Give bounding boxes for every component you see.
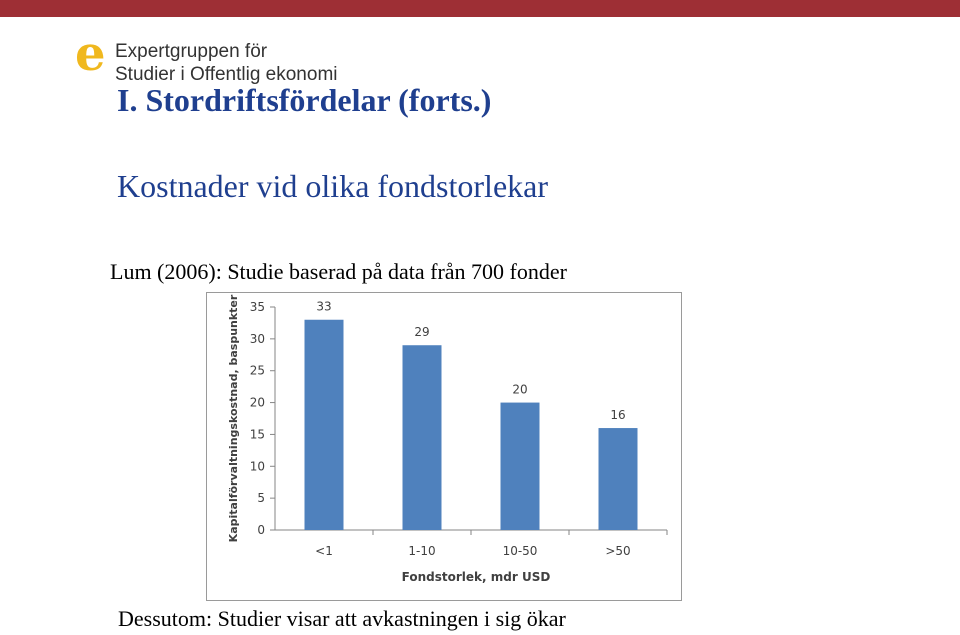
data-label: 29 (414, 325, 430, 340)
bar (599, 428, 638, 530)
slide-title: I. Stordriftsfördelar (forts.) (117, 82, 492, 118)
y-tick-label: 20 (249, 395, 265, 410)
y-tick-label: 15 (249, 427, 265, 442)
logo-text (115, 40, 338, 86)
slide-footer-text: Dessutom: Studier visar att avkastningen i sig ökar (118, 606, 566, 631)
x-axis-title: Fondstorlek, mdr USD (401, 570, 551, 584)
chart-caption: Lum (2006): Studie baserad på data från 700 fonder (110, 259, 567, 284)
top-banner (0, 0, 960, 17)
x-tick-label: 10-50 (502, 544, 538, 558)
bar (305, 320, 344, 530)
y-tick-label: 35 (249, 300, 265, 314)
x-tick-label: >50 (605, 544, 631, 558)
bar-chart (207, 293, 683, 602)
y-axis-title: Kapitalförvaltningskostnad, baspunkter (227, 294, 240, 543)
logo-mark: e (75, 26, 106, 82)
x-tick-label: 1-10 (408, 544, 436, 558)
chart-area (206, 292, 682, 601)
bar (501, 403, 540, 530)
y-tick-label: 10 (249, 459, 265, 474)
data-label: 16 (610, 408, 626, 423)
slide-subtitle: Kostnader vid olika fondstorlekar (117, 168, 548, 204)
y-tick-label: 0 (257, 523, 265, 537)
data-label: 33 (316, 299, 332, 314)
logo-line-2: Studier i Offentlig ekonomi (115, 64, 338, 85)
y-tick-label: 25 (249, 363, 265, 378)
data-label: 20 (512, 382, 528, 397)
x-tick-label: <1 (315, 544, 333, 558)
logo-line-1: Expertgruppen för (115, 41, 268, 62)
bar (403, 345, 442, 530)
y-tick-label: 5 (257, 491, 265, 506)
y-tick-label: 30 (249, 331, 265, 346)
